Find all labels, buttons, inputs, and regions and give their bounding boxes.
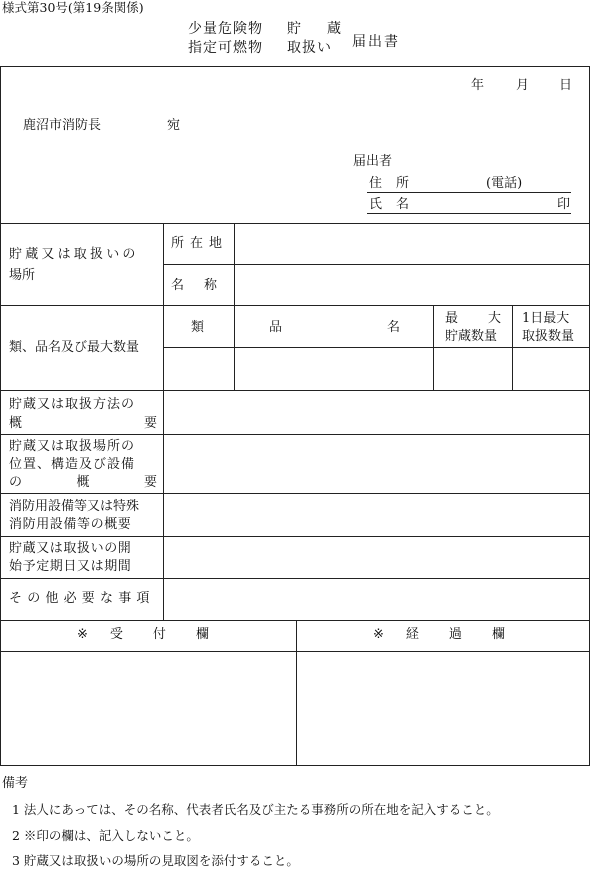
schedule-line1: 貯蔵又は取扱いの開 — [9, 541, 132, 556]
date-year-label: 年 — [471, 78, 485, 93]
max-storage-header-1: 最 大 — [445, 311, 501, 326]
row-divider — [163, 264, 589, 265]
fire-equipment-line2: 消防用設備等の概要 — [9, 517, 132, 532]
form-number-label: 様式第30号(第19条関係) — [2, 0, 144, 15]
row-divider — [1, 651, 589, 652]
applicant-label: 届出者 — [353, 154, 393, 169]
address-label: 住 所 — [369, 176, 410, 191]
addressee-suffix: 宛 — [167, 118, 181, 133]
name-label: 氏 名 — [369, 197, 410, 212]
category-type-header: 類 — [191, 320, 205, 335]
date-month-label: 月 — [516, 78, 530, 93]
facility-line2: 位置、構造及び設備 — [9, 457, 136, 472]
seal-label: 印 — [557, 197, 571, 212]
title-line1-left: 少量危険物 — [188, 21, 263, 37]
name-underline — [367, 213, 571, 214]
notes-heading: 備考 — [2, 776, 29, 791]
row-divider — [1, 536, 589, 537]
method-summary-line1: 貯蔵又は取扱方法の — [9, 397, 136, 412]
facility-line1: 貯蔵又は取扱場所の — [9, 439, 136, 454]
addressee: 鹿沼市消防長 — [23, 118, 102, 133]
location-address-label: 所在地 — [171, 236, 229, 251]
daily-max-header-2: 取扱数量 — [522, 329, 575, 344]
category-product-header-2: 名 — [387, 320, 401, 335]
col-divider — [512, 305, 513, 390]
title-line2-left: 指定可燃物 — [188, 40, 263, 56]
facility-line3: の 概 要 — [9, 475, 157, 490]
location-name-label: 名称 — [171, 278, 238, 293]
date-day-label: 日 — [559, 78, 573, 93]
form-table — [0, 66, 590, 766]
fire-equipment-line1: 消防用設備等又は特殊 — [9, 499, 140, 514]
col-divider — [433, 305, 434, 390]
row-divider — [1, 578, 589, 579]
category-label: 類、品名及び最大数量 — [9, 340, 140, 355]
col-divider — [163, 223, 164, 620]
row-divider — [163, 347, 589, 348]
row-divider — [1, 390, 589, 391]
title-line1-right: 貯 蔵 — [287, 21, 341, 37]
location-group-line2: 場所 — [9, 268, 36, 283]
note-item-2: 2 ※印の欄は、記入しないこと。 — [12, 828, 199, 843]
other-label: その他必要な事項 — [9, 591, 155, 606]
phone-label: (電話) — [486, 176, 523, 191]
col-divider — [234, 223, 235, 390]
row-divider — [1, 620, 589, 621]
location-group-line1: 貯蔵又は取扱いの — [9, 247, 139, 262]
reception-header: ※ 受 付 欄 — [77, 627, 209, 642]
title-suffix: 届出書 — [352, 34, 400, 50]
max-storage-header-2: 貯蔵数量 — [445, 329, 498, 344]
schedule-line2: 始予定期日又は期間 — [9, 559, 132, 574]
note-item-3: 3 貯蔵又は取扱いの場所の見取図を添付すること。 — [12, 853, 299, 868]
row-divider — [1, 434, 589, 435]
row-divider — [1, 493, 589, 494]
address-underline — [367, 192, 571, 193]
method-summary-line2: 概 要 — [9, 416, 157, 431]
category-product-header-1: 品 — [269, 320, 283, 335]
note-item-1: 1 法人にあっては、その名称、代表者氏名及び主たる事務所の所在地を記入すること。 — [12, 802, 499, 817]
progress-header: ※ 経 過 欄 — [373, 627, 505, 642]
row-divider — [1, 305, 589, 306]
row-divider — [1, 223, 589, 224]
daily-max-header-1: 1日最大 — [522, 311, 570, 326]
title-line2-right: 取扱い — [287, 40, 332, 56]
col-divider — [296, 620, 297, 765]
